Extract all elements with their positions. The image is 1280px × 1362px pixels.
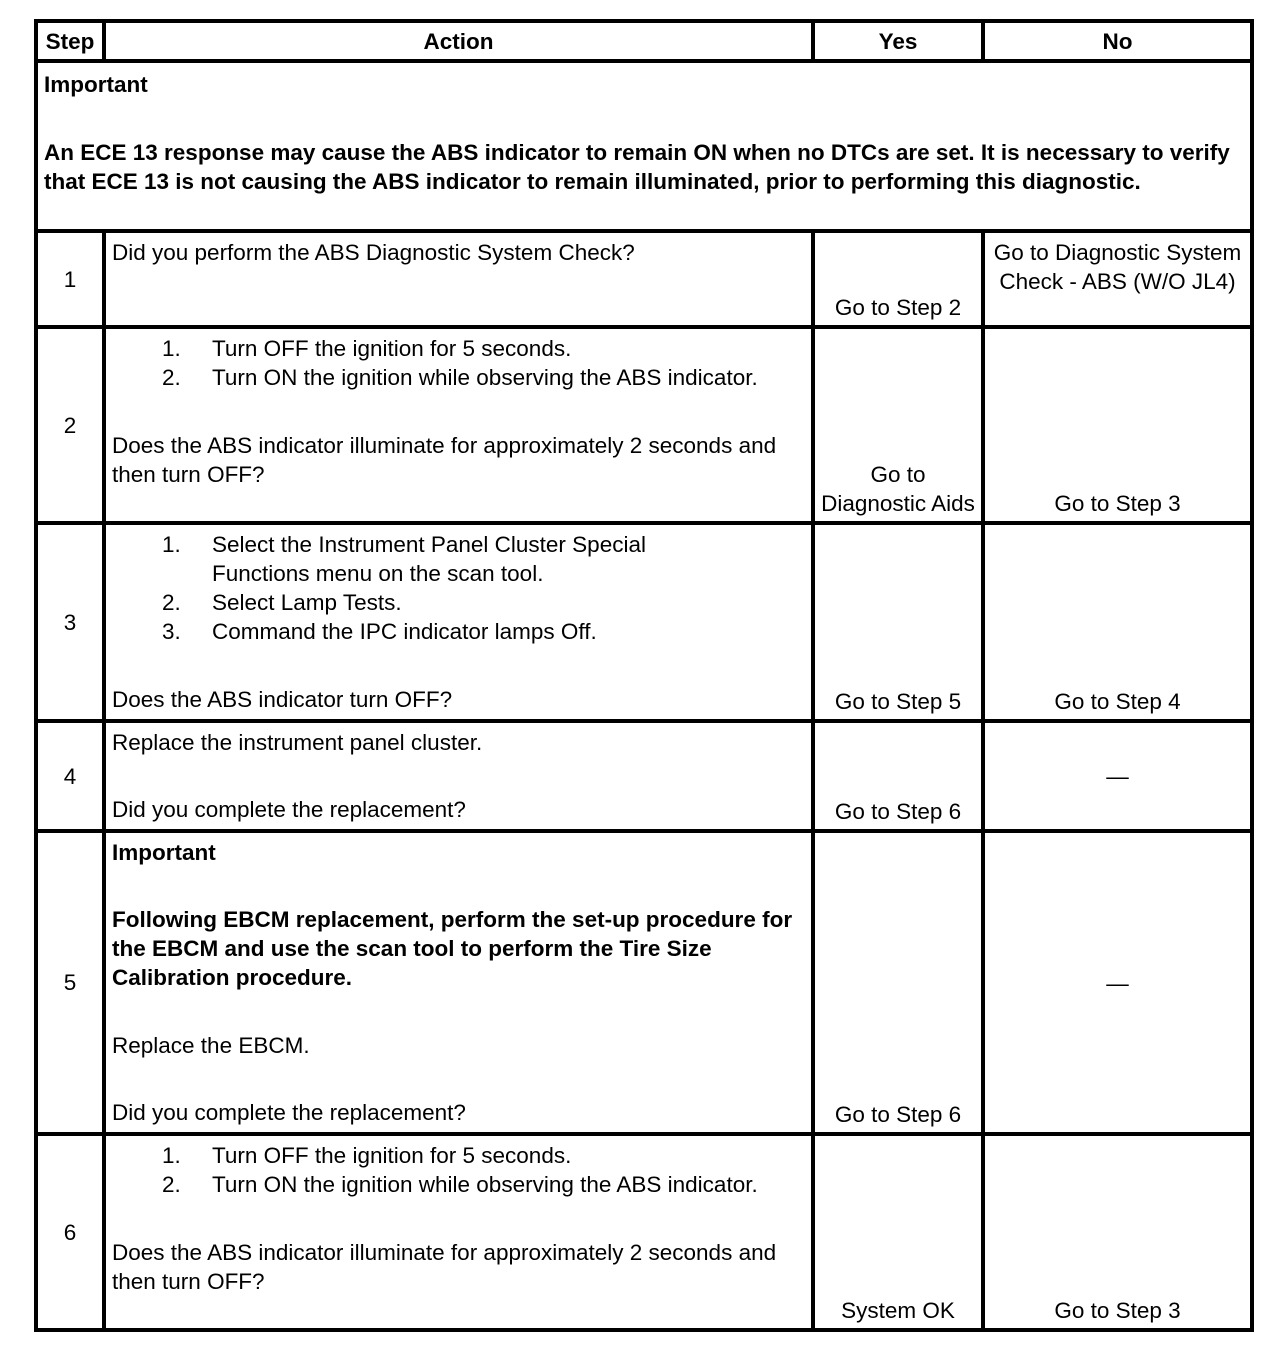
- table-row: [36, 523, 1252, 721]
- action-cell: [104, 327, 813, 523]
- table-row: [36, 831, 1252, 1134]
- step-number: 4: [36, 721, 104, 831]
- no-cell: —: [983, 831, 1252, 1134]
- action-cell: [104, 523, 813, 721]
- step-question: Does the ABS indicator turn OFF?: [112, 687, 453, 712]
- important-text: Following EBCM replacement, perform the set-up procedure for the EBCM and use the scan tool to perform the Tire Size Calibration procedure.: [112, 907, 793, 990]
- table-row: [36, 1134, 1252, 1330]
- header-action: Action: [104, 21, 813, 61]
- list-item: 2. Turn ON the ignition while observing the ABS indicator.: [162, 365, 758, 390]
- important-note: [36, 61, 1252, 231]
- diagnostic-table: [34, 19, 1254, 1332]
- instruction-list: [112, 1141, 805, 1199]
- no-cell: Go to Step 3: [983, 327, 1252, 523]
- step-number: 5: [36, 831, 104, 1134]
- list-item: 1. Select the Instrument Panel Cluster Special Functions menu on the scan tool.: [162, 532, 646, 586]
- important-note-title: Important: [44, 72, 148, 97]
- step-question: Did you perform the ABS Diagnostic System Check?: [112, 240, 635, 265]
- important-title: Important: [112, 840, 216, 865]
- list-item: 3. Command the IPC indicator lamps Off.: [162, 619, 597, 644]
- yes-cell: Go to Step 2: [813, 231, 983, 327]
- list-item: 1. Turn OFF the ignition for 5 seconds.: [162, 1143, 572, 1168]
- action-text: Replace the EBCM.: [112, 1033, 310, 1058]
- table-row: [36, 231, 1252, 327]
- step-question: Does the ABS indicator illuminate for approximately 2 seconds and then turn OFF?: [112, 433, 777, 487]
- step-number: 2: [36, 327, 104, 523]
- step-number: 1: [36, 231, 104, 327]
- yes-cell: Go to Step 6: [813, 721, 983, 831]
- header-no: No: [983, 21, 1252, 61]
- important-note-text: An ECE 13 response may cause the ABS indicator to remain ON when no DTCs are set. It is necessary to verify that ECE 13 is not causing the ABS indicator to remain illuminated, prior to performing this diagnostic.: [44, 140, 1230, 194]
- step-question: Did you complete the replacement?: [112, 797, 466, 822]
- action-cell: [104, 831, 813, 1134]
- step-question: Does the ABS indicator illuminate for approximately 2 seconds and then turn OFF?: [112, 1240, 777, 1294]
- yes-cell: System OK: [813, 1134, 983, 1330]
- no-cell: Go to Step 4: [983, 523, 1252, 721]
- important-note-row: [36, 61, 1252, 231]
- step-number: 6: [36, 1134, 104, 1330]
- action-cell: [104, 231, 813, 327]
- yes-cell: Go to Step 5: [813, 523, 983, 721]
- header-step: Step: [36, 21, 104, 61]
- action-cell: [104, 1134, 813, 1330]
- yes-cell: Go to Step 6: [813, 831, 983, 1134]
- header-yes: Yes: [813, 21, 983, 61]
- no-cell: Go to Step 3: [983, 1134, 1252, 1330]
- table-row: [36, 721, 1252, 831]
- instruction-list: [112, 334, 805, 392]
- action-cell: [104, 721, 813, 831]
- no-cell: —: [983, 721, 1252, 831]
- instruction-list: [112, 530, 805, 646]
- step-question: Did you complete the replacement?: [112, 1100, 466, 1125]
- header-row: [36, 21, 1252, 61]
- yes-cell: Go to Diagnostic Aids: [813, 327, 983, 523]
- list-item: 1. Turn OFF the ignition for 5 seconds.: [162, 336, 572, 361]
- step-number: 3: [36, 523, 104, 721]
- no-cell: Go to Diagnostic System Check - ABS (W/O JL4): [983, 231, 1252, 327]
- list-item: 2. Select Lamp Tests.: [162, 590, 402, 615]
- action-text: Replace the instrument panel cluster.: [112, 730, 483, 755]
- list-item: 2. Turn ON the ignition while observing the ABS indicator.: [162, 1172, 758, 1197]
- table-row: [36, 327, 1252, 523]
